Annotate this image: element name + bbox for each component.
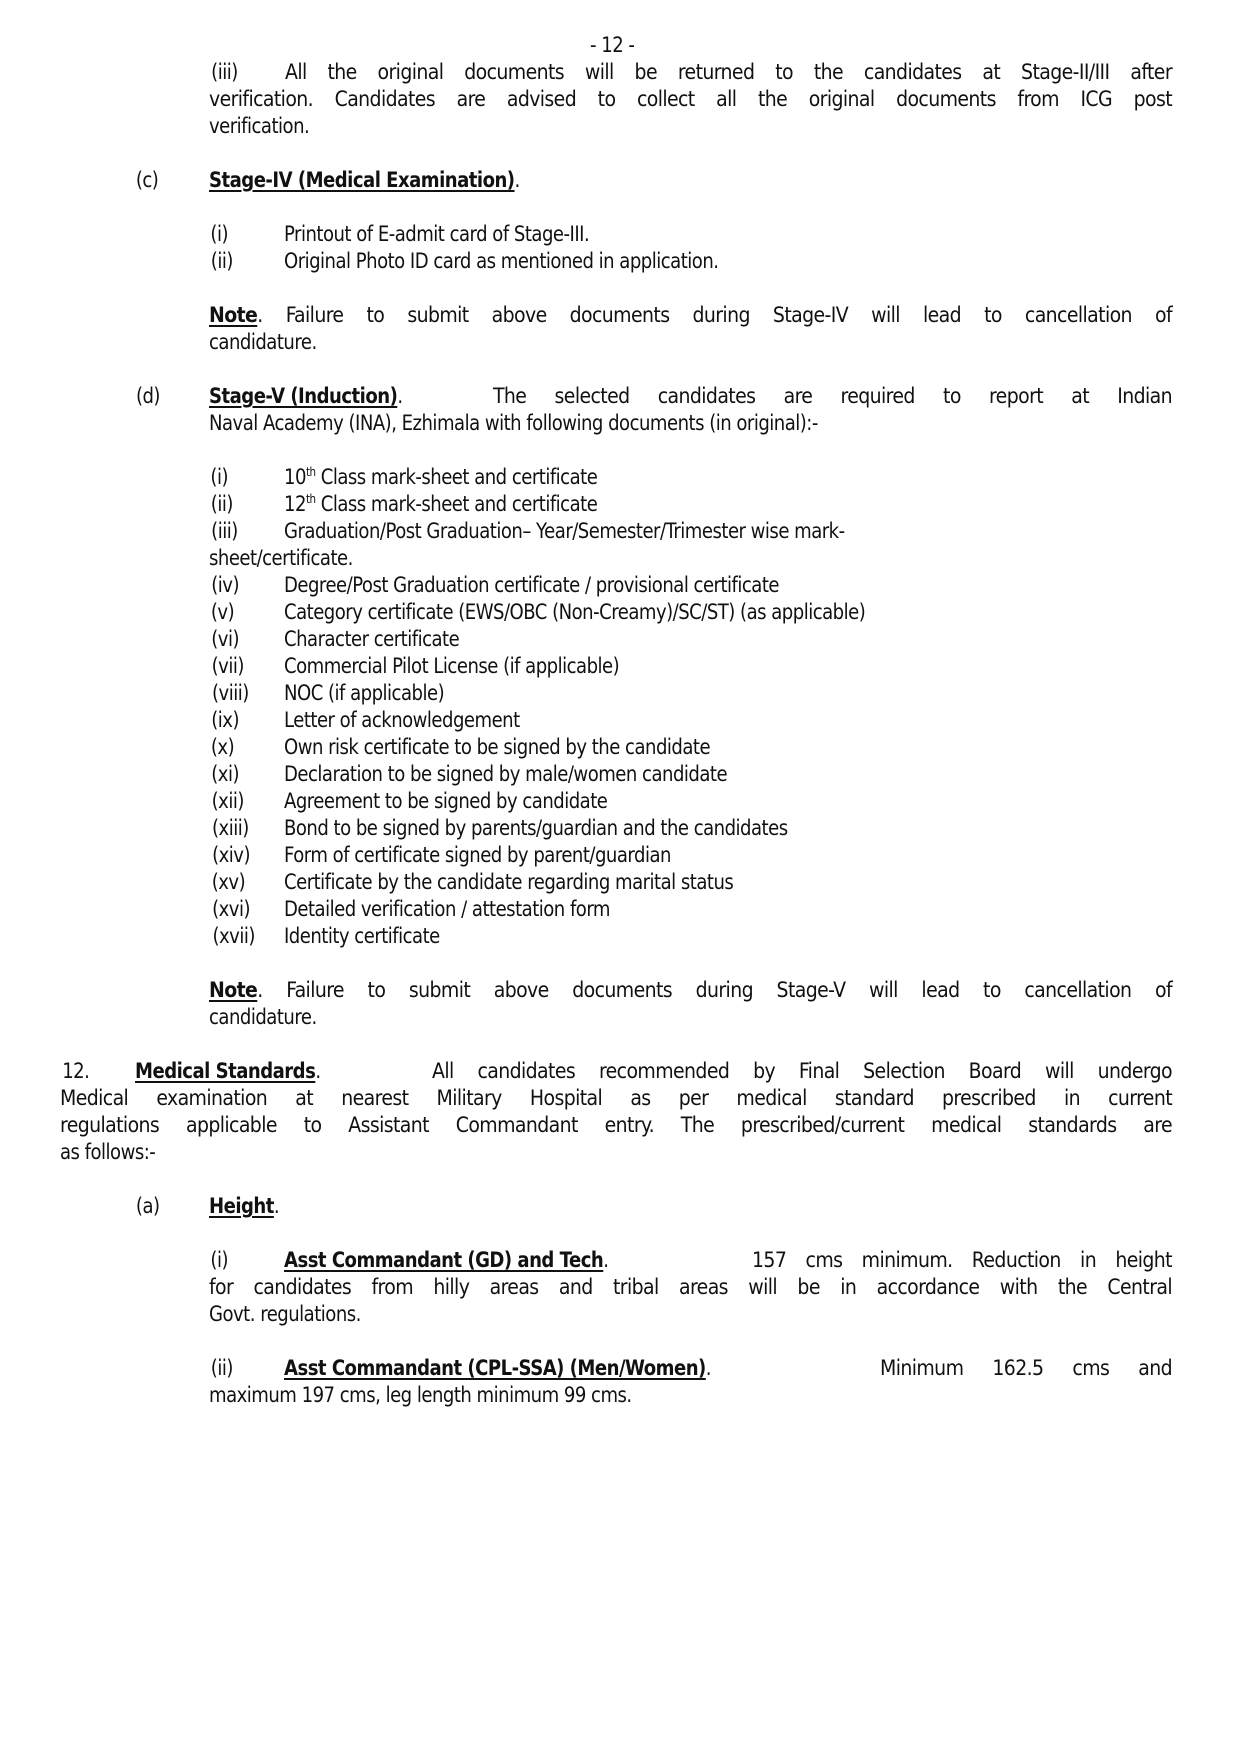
item-label: (vi) bbox=[211, 627, 239, 651]
item-label: (iii) bbox=[211, 519, 238, 543]
item-label: (xii) bbox=[211, 789, 244, 813]
list-item bbox=[284, 464, 597, 491]
paragraph-line: All the original documents will be returned to the candidates at Stage-II/III after bbox=[285, 60, 1172, 84]
paragraph-line: The selected candidates are required to report at Indian bbox=[493, 384, 1172, 408]
paragraph-number: 12. bbox=[62, 1059, 90, 1083]
item-label: (i) bbox=[210, 465, 228, 489]
paragraph-line: verification. Candidates are advised to collect all the original documents from ICG post bbox=[209, 87, 1172, 111]
note-text: . Failure to submit above documents during Stage-V will lead to cancellation of bbox=[257, 978, 1172, 1002]
paragraph-line: verification. bbox=[209, 114, 310, 138]
paragraph-line: 157 cms minimum. Reduction in height bbox=[752, 1248, 1172, 1272]
section-heading bbox=[209, 167, 520, 194]
item-label: (i) bbox=[210, 1248, 228, 1272]
section-heading bbox=[135, 1058, 321, 1085]
heading-suffix: . bbox=[273, 1194, 280, 1218]
list-item: Character certificate bbox=[284, 627, 460, 651]
note-text: . Failure to submit above documents during Stage-IV will lead to cancellation of bbox=[257, 303, 1172, 327]
list-item-continuation: sheet/certificate. bbox=[209, 546, 353, 570]
note-line bbox=[209, 977, 1172, 1004]
section-heading bbox=[209, 383, 403, 410]
item-label: (xvi) bbox=[212, 897, 250, 921]
paragraph-line: Govt. regulations. bbox=[209, 1302, 361, 1326]
note-line bbox=[209, 302, 1172, 329]
item-label: (xi) bbox=[211, 762, 239, 786]
item-heading bbox=[284, 1355, 711, 1382]
paragraph-line: regulations applicable to Assistant Commandant entry. The prescribed/current medical standards are bbox=[60, 1113, 1172, 1137]
item-label: (xiv) bbox=[212, 843, 250, 867]
list-item: Degree/Post Graduation certificate / provisional certificate bbox=[284, 573, 780, 597]
item-label: (ii) bbox=[210, 249, 233, 273]
note-line: candidature. bbox=[209, 1005, 317, 1029]
paragraph-line: as follows:- bbox=[60, 1140, 156, 1164]
section-label: (d) bbox=[135, 384, 160, 408]
heading-text: Stage-V (Induction) bbox=[209, 384, 398, 408]
list-item bbox=[284, 491, 597, 518]
paragraph-line: Minimum 162.5 cms and bbox=[880, 1356, 1172, 1380]
section-label: (c) bbox=[135, 168, 159, 192]
item-heading bbox=[284, 1247, 609, 1274]
list-item: Original Photo ID card as mentioned in application. bbox=[284, 249, 719, 273]
item-label: (ix) bbox=[211, 708, 239, 732]
heading-suffix: . bbox=[397, 384, 403, 408]
list-item: Detailed verification / attestation form bbox=[284, 897, 610, 921]
item-label: (iv) bbox=[211, 573, 239, 597]
note-label: Note bbox=[209, 303, 258, 327]
item-label: (xvii) bbox=[212, 924, 255, 948]
note-label: Note bbox=[209, 978, 258, 1002]
list-item: Certificate by the candidate regarding marital status bbox=[284, 870, 734, 894]
heading-text: Asst Commandant (CPL-SSA) (Men/Women) bbox=[284, 1356, 706, 1380]
ordinal-number: 12 bbox=[284, 492, 306, 516]
heading-text: Medical Standards bbox=[135, 1059, 316, 1083]
paragraph-line: All candidates recommended by Final Selection Board will undergo bbox=[432, 1059, 1172, 1083]
paragraph-line: for candidates from hilly areas and tribal areas will be in accordance with the Central bbox=[209, 1275, 1172, 1299]
item-text: Class mark-sheet and certificate bbox=[315, 465, 598, 489]
heading-text: Height bbox=[209, 1194, 274, 1218]
item-label: (i) bbox=[210, 222, 228, 246]
item-label: (ii) bbox=[210, 1356, 233, 1380]
item-label: (viii) bbox=[211, 681, 249, 705]
item-label: (vii) bbox=[211, 654, 244, 678]
ordinal-suffix: th bbox=[305, 465, 316, 479]
item-label: (iii) bbox=[211, 60, 238, 84]
list-item: Identity certificate bbox=[284, 924, 440, 948]
item-label: (v) bbox=[210, 600, 235, 624]
heading-suffix: . bbox=[514, 168, 520, 192]
subsection-heading bbox=[209, 1193, 279, 1220]
list-item: Agreement to be signed by candidate bbox=[284, 789, 608, 813]
item-label: (xiii) bbox=[211, 816, 249, 840]
note-line: candidature. bbox=[209, 330, 317, 354]
list-item: Graduation/Post Graduation– Year/Semester/Trimester wise mark- bbox=[284, 519, 845, 543]
list-item: Own risk certificate to be signed by the candidate bbox=[284, 735, 711, 759]
page-number: - 12 - bbox=[590, 33, 635, 57]
paragraph-line: Medical examination at nearest Military Hospital as per medical standard prescribed in current bbox=[60, 1086, 1172, 1110]
item-label: (ii) bbox=[210, 492, 233, 516]
list-item: Commercial Pilot License (if applicable) bbox=[284, 654, 620, 678]
list-item: Letter of acknowledgement bbox=[284, 708, 520, 732]
heading-suffix: . bbox=[603, 1248, 609, 1272]
paragraph-line: maximum 197 cms, leg length minimum 99 cms. bbox=[209, 1383, 632, 1407]
list-item: Printout of E-admit card of Stage-III. bbox=[284, 222, 590, 246]
item-text: Class mark-sheet and certificate bbox=[315, 492, 598, 516]
heading-text: Asst Commandant (GD) and Tech bbox=[284, 1248, 604, 1272]
item-label: (x) bbox=[210, 735, 235, 759]
heading-text: Stage-IV (Medical Examination) bbox=[209, 168, 515, 192]
list-item: NOC (if applicable) bbox=[284, 681, 445, 705]
ordinal-number: 10 bbox=[284, 465, 306, 489]
list-item: Form of certificate signed by parent/guardian bbox=[284, 843, 671, 867]
heading-suffix: . bbox=[705, 1356, 712, 1380]
list-item: Declaration to be signed by male/women candidate bbox=[284, 762, 728, 786]
ordinal-suffix: th bbox=[305, 492, 316, 506]
heading-suffix: . bbox=[315, 1059, 321, 1083]
list-item: Bond to be signed by parents/guardian and the candidates bbox=[284, 816, 788, 840]
list-item: Category certificate (EWS/OBC (Non-Creamy)/SC/ST) (as applicable) bbox=[284, 600, 866, 624]
section-label: (a) bbox=[135, 1194, 160, 1218]
item-label: (xv) bbox=[211, 870, 246, 894]
paragraph-line: Naval Academy (INA), Ezhimala with following documents (in original):- bbox=[209, 411, 818, 435]
